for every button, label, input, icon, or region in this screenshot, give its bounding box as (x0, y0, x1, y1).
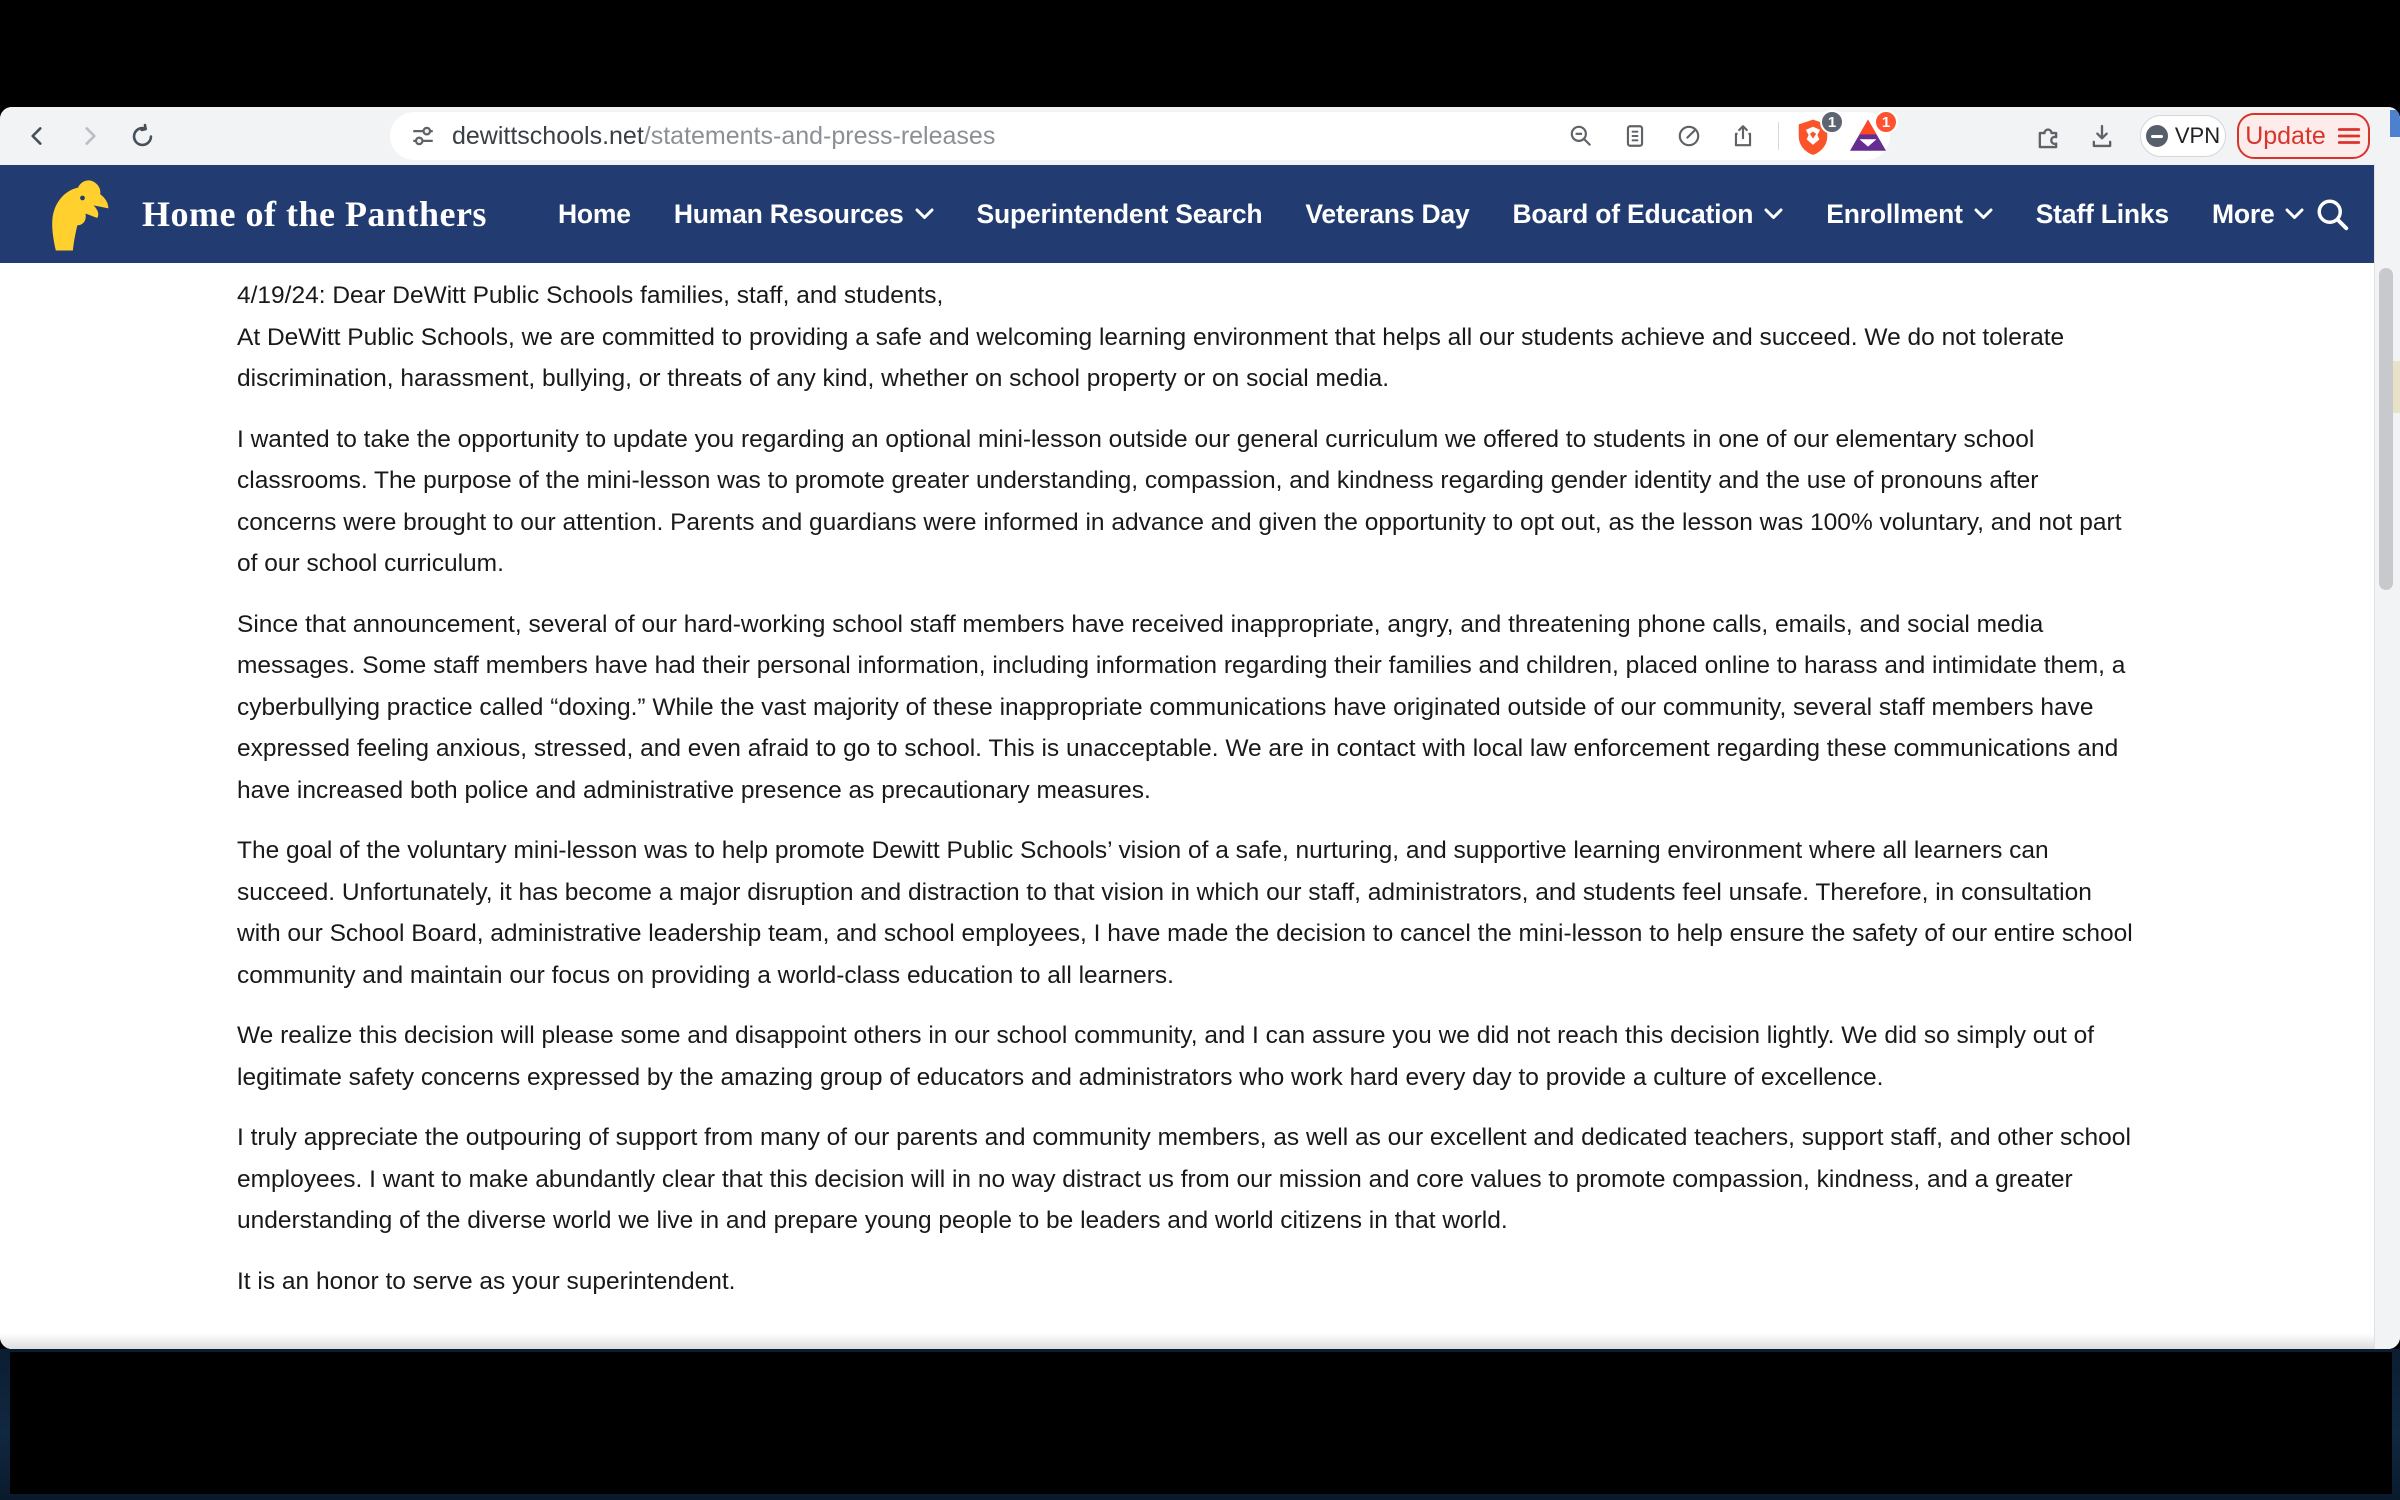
rewards-badge: 1 (1874, 110, 1898, 134)
nav-item-label: Board of Education (1512, 198, 1754, 229)
site-nav (0, 165, 2374, 263)
update-label: Update (2245, 121, 2326, 150)
letter-paragraph: I wanted to take the opportunity to update you regarding an optional mini-lesson outside our general curriculum we offered to students in one of our elementary school classrooms. The purpose of the mini-lesson was to promote greater understanding, compassion, and kindness regarding gender identity and the use of pronouns after concerns were brought to our attention. Parents and guardians were informed in advance and given the opportunity to opt out, as the lesson was 100% voluntary, and not part of our school curriculum. (237, 425, 2122, 577)
nav-item-label: Staff Links (2035, 198, 2169, 229)
menu-icon (2336, 125, 2362, 147)
nav-item-label: Enrollment (1826, 198, 1963, 229)
back-button[interactable] (21, 120, 53, 152)
back-icon (24, 123, 50, 149)
page-content (0, 263, 2374, 1349)
chevron-down-icon (1974, 208, 1993, 220)
desktop-wallpaper (0, 1349, 2400, 1500)
nav-item-veterans-day[interactable] (1305, 199, 1469, 230)
nav-menu (558, 165, 2304, 263)
black-panel (10, 1352, 2392, 1494)
nav-item-label: More (2211, 198, 2275, 229)
nav-item-label: Human Resources (673, 198, 904, 229)
chevron-down-icon (1764, 208, 1783, 220)
letter-body (237, 317, 2137, 1303)
letter-paragraph: It is an honor to serve as your superintendent. (237, 1267, 736, 1295)
superintendent-letter (237, 275, 2137, 1302)
letter-paragraph: The goal of the voluntary mini-lesson was to help promote Dewitt Public Schools’ vision of a safe, nurturing, and supportive learning environment where all learners can succeed. Unfortunately, it has become a major disruption and distraction to that vision in which our staff, administrators, and students feel unsafe. Therefore, in consultation with our School Board, administrative leadership team, and school employees, I have made the decision to cancel the mini-lesson to help ensure the safety of our entire school community and maintain our focus on providing a world-class education to all learners. (237, 837, 2133, 989)
downloads-button[interactable] (2086, 120, 2118, 152)
nav-item-staff-links[interactable] (2036, 199, 2169, 230)
nav-item-enrollment[interactable] (1826, 199, 1992, 230)
forward-icon (77, 123, 103, 149)
letter-paragraph: I truly appreciate the outpouring of support from many of our parents and community members, as well as our excellent and dedicated teachers, support staff, and other school employees. I want to make abundantly clear that this decision will in no way distract us from our mission and core values to promote compassion, kindness, and a greater understanding of the diverse world we live in and prepare young people to be leaders and world citizens in that world. (237, 1124, 2131, 1234)
nav-item-board-of-education[interactable] (1513, 199, 1784, 230)
nav-item-home[interactable] (558, 199, 631, 230)
nav-item-human-resources[interactable] (674, 199, 934, 230)
brave-rewards-button[interactable] (1848, 113, 1891, 156)
puzzle-icon (2034, 122, 2062, 150)
scrollbar-thumb[interactable] (2379, 268, 2393, 590)
download-icon (2088, 122, 2116, 150)
toolbar-separator (1778, 122, 1779, 150)
browser-toolbar (0, 107, 2400, 165)
url-text[interactable] (452, 112, 995, 160)
nav-item-label: Veterans Day (1305, 198, 1470, 229)
scrollbar-top-indicator (2390, 110, 2400, 137)
nav-item-superintendent-search[interactable] (977, 199, 1263, 230)
site-title: Home of the Panthers (142, 194, 487, 234)
chevron-down-icon (2285, 208, 2304, 220)
extensions-button[interactable] (2032, 120, 2064, 152)
url-domain: dewittschools.net (452, 121, 644, 150)
vpn-status-icon (2146, 125, 2168, 147)
shields-badge: 1 (1820, 110, 1844, 134)
nav-item-more[interactable] (2212, 199, 2305, 230)
letter-paragraph: Since that announcement, several of our hard-working school staff members have received inappropriate, angry, and threatening phone calls, emails, and social media messages. Some staff members have had their personal information, including information regarding their families and children, placed online to harass and intimidate them, a cyberbullying practice called “doxing.” While the vast majority of these inappropriate communications have originated outside of our community, several staff members have expressed feeling anxious, stressed, and even afraid to go to school. This is unacceptable. We are in contact with local law enforcement regarding these communications and have increased both police and administrative presence as precautionary measures. (237, 610, 2126, 804)
chevron-down-icon (915, 208, 934, 220)
share-icon[interactable] (1730, 123, 1756, 149)
tune-icon[interactable] (410, 123, 436, 149)
browser-window (0, 107, 2400, 1349)
update-menu-button[interactable] (2237, 113, 2370, 159)
address-bar[interactable] (390, 112, 1890, 160)
letter-date-line: 4/19/24: Dear DeWitt Public Schools families, staff, and students, (237, 282, 944, 309)
reader-mode-icon[interactable] (1622, 123, 1648, 149)
nav-item-label: Superintendent Search (976, 198, 1263, 229)
zoom-out-icon[interactable] (1568, 123, 1594, 149)
speedreader-icon[interactable] (1676, 123, 1702, 149)
nav-item-label: Home (558, 198, 631, 229)
url-path: /statements-and-press-releases (643, 121, 996, 150)
reload-button[interactable] (126, 120, 158, 152)
reload-icon (129, 123, 156, 150)
brave-shields-button[interactable] (1794, 113, 1837, 157)
vpn-button[interactable] (2140, 115, 2226, 157)
letter-paragraph: At DeWitt Public Schools, we are committed to providing a safe and welcoming learning environment that helps all our students achieve and succeed. We do not tolerate discrimination, harassment, bullying, or threats of any kind, whether on school property or on social media. (237, 323, 2065, 392)
forward-button[interactable] (74, 120, 106, 152)
panther-logo-icon[interactable] (44, 177, 118, 253)
search-icon[interactable] (2314, 196, 2350, 232)
letter-paragraph: We realize this decision will please some and disappoint others in our school community, and I can assure you we did not reach this decision lightly. We did so simply out of legitimate safety concerns expressed by the amazing group of educators and administrators who work hard every day to provide a culture of excellence. (237, 1022, 2095, 1091)
vpn-label: VPN (2174, 123, 2221, 148)
